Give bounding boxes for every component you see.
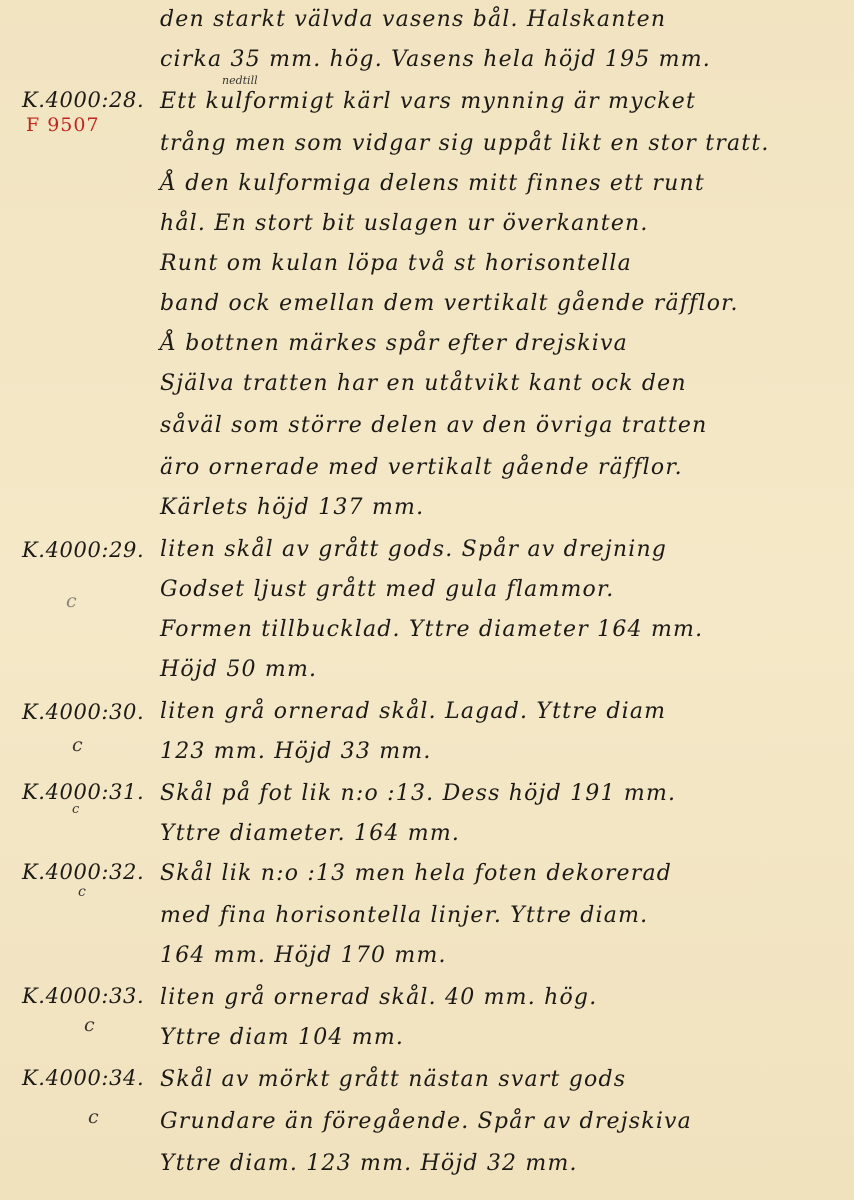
text-line: Skål lik n:o :13 men hela foten dekorerad [160,861,673,886]
catalog-number: K.4000:33. [22,984,145,1008]
catalog-number: K.4000:29. [22,538,145,562]
text-line: Kärlets höjd 137 mm. [160,495,425,520]
red-annotation: F 9507 [26,114,100,136]
text-line: Formen tillbucklad. Yttre diameter 164 mm. [160,617,704,642]
catalog-number: K.4000:31. [22,780,145,804]
text-line: liten skål av grått gods. Spår av drejning [160,537,668,562]
margin-mark: c [66,590,77,612]
text-line: Höjd 50 mm. [160,657,318,682]
text-line: hål. En stort bit uslagen ur överkanten. [160,211,649,236]
margin-mark: c [84,1014,95,1036]
text-line: Runt om kulan löpa två st horisontella [160,251,632,276]
text-line: cirka 35 mm. hög. Vasens hela höjd 195 mm. [160,47,711,72]
margin-mark: c [78,884,86,900]
text-line: äro ornerade med vertikalt gående räfflor. [160,455,683,480]
catalog-number: K.4000:32. [22,860,145,884]
text-line: 164 mm. Höjd 170 mm. [160,943,447,968]
text-line: Å den kulformiga delens mitt finnes ett runt [160,171,705,196]
catalog-number: K.4000:34. [22,1066,145,1090]
text-line: Yttre diam 104 mm. [160,1025,405,1050]
text-line: Ett kulformigt kärl vars mynning är mycket [160,89,697,114]
insertion-note: nedtill [222,74,258,87]
text-line: Själva tratten har en utåtvikt kant ock den [160,371,687,396]
margin-mark: c [72,802,80,817]
text-line: Å bottnen märkes spår efter drejskiva [160,331,628,356]
text-line: Skål av mörkt grått nästan svart gods [160,1067,627,1092]
catalog-number: K.4000:30. [22,700,145,724]
margin-mark: c [72,734,83,756]
text-line: 123 mm. Höjd 33 mm. [160,739,432,764]
catalog-number: K.4000:28. [22,88,145,112]
text-line: liten grå ornerad skål. 40 mm. hög. [160,985,598,1010]
text-line: den starkt välvda vasens bål. Halskanten [160,7,667,32]
text-line: Grundare än föregående. Spår av drejskiva [160,1109,692,1134]
text-line: Godset ljust grått med gula flammor. [160,577,615,602]
text-line: liten grå ornerad skål. Lagad. Yttre diam [160,699,667,724]
text-line: trång men som vidgar sig uppåt likt en stor tratt. [160,131,770,156]
text-line: såväl som större delen av den övriga tratten [160,413,708,438]
margin-mark: c [88,1106,99,1128]
text-line: band ock emellan dem vertikalt gående räfflor. [160,291,739,316]
text-line: Yttre diam. 123 mm. Höjd 32 mm. [160,1151,578,1176]
text-line: med fina horisontella linjer. Yttre diam. [160,903,649,928]
text-line: Skål på fot lik n:o :13. Dess höjd 191 mm. [160,781,677,806]
text-line: Yttre diameter. 164 mm. [160,821,461,846]
